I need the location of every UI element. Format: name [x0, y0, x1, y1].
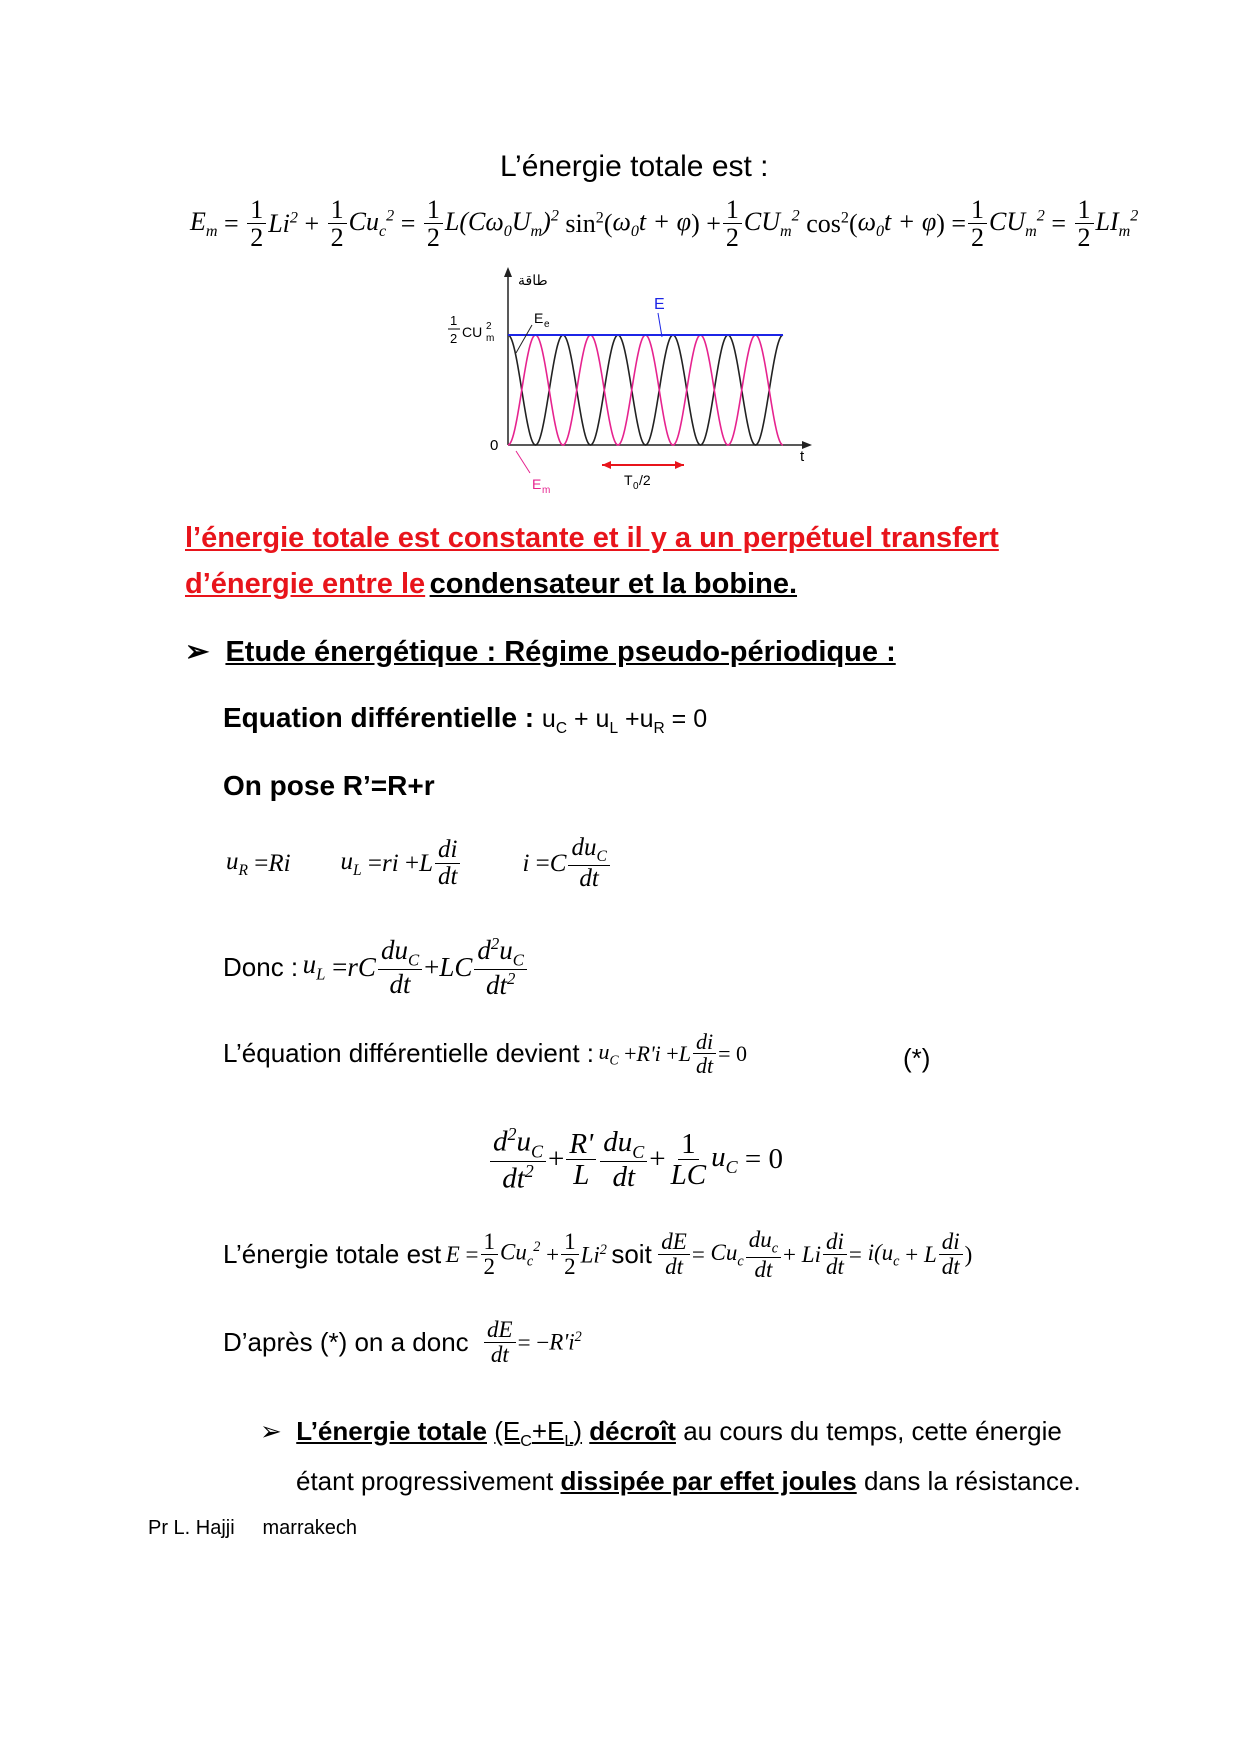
page-title: L’énergie totale est :	[500, 150, 769, 183]
series-label-E: E	[654, 296, 665, 313]
conclusion-line2: d’énergie entre le condensateur et la bobine.	[185, 568, 798, 600]
eq-diff-line: Equation différentielle : $u_C + u_L +u_R = 0$	[223, 702, 708, 737]
dapres-line: D’après (*) on a donc $\frac{dE}{dt}$ = − $R'i^2$	[223, 1317, 582, 1368]
second-order-equation: $\frac{d^2u_C}{dt^2}$ + $\frac{R'}{L}$ $\frac{du_C}{dt}$ + $\frac{1}{LC}$ $u_C$ = 0	[488, 1125, 783, 1194]
series-label-Ee: E	[534, 310, 544, 326]
series-label-Em: E	[532, 476, 542, 492]
y-axis-arrow	[504, 267, 512, 277]
period-label: T	[624, 472, 633, 488]
footer	[148, 1517, 357, 1540]
bullet-paragraph: ➢ L’énergie totale $(E_C+E_L)$ décroît au cours du temps, cette énergie étant progressivement dissipée par effet joules dans la résistance.	[260, 1416, 1081, 1497]
conclusion-line1: l’énergie totale est constante et il y a un perpétuel transfert	[185, 522, 999, 554]
relations-line: $u_R$ = Ri $u_L$ = ri + L $\frac{di}{dt}$ i = C $\frac{du_C}{dt}$	[226, 835, 612, 893]
period-label-sub: 0	[633, 481, 639, 492]
t-label: t	[800, 448, 805, 465]
period-arrow	[602, 461, 684, 469]
series-Em-curve	[508, 335, 783, 445]
zero-label: 0	[490, 437, 499, 454]
y-axis-label: طاقة	[518, 272, 548, 288]
energy-chart	[430, 265, 830, 495]
footer-author: Pr L. Hajji	[148, 1517, 235, 1539]
period-label-tail: /2	[639, 472, 651, 488]
series-label-Em-sub: m	[542, 485, 551, 495]
frac-den: 2	[450, 331, 458, 346]
frac-num: 1	[450, 313, 458, 328]
energy-derivative-line: L’énergie totale est E = $\frac{1}{2}$ $Cu_c^2$ + $\frac{1}{2}$ Li$^2$ soit $\frac{dE}{dt}$ = $Cu_c$ $\frac{du_c}{dt}$ + Li $\frac{di}{dt}$ = $i(u_c$ + L $\frac{di}{dt}$ )	[223, 1227, 973, 1282]
on-pose-line: On pose R’=R+r	[223, 770, 435, 801]
star-label: (*)	[903, 1043, 931, 1073]
donc-line: Donc : $u_L$ = rC $\frac{du_C}{dt}$ + LC $\frac{d^2u_C}{dt^2}$	[223, 935, 529, 999]
section-title: ➢ Etude énergétique : Régime pseudo-périodique :	[185, 636, 896, 668]
bullet-arrow-icon: ➢	[260, 1416, 282, 1446]
bullet-arrow-icon: ➢	[185, 636, 210, 668]
y-level-sub: m	[486, 333, 495, 344]
energy-equation: $E_m$ = $\frac{1}{2}$ Li$^2$ + $\frac{1}{2}$ $Cu_c^2$ = $\frac{1}{2}$ $L(C\omega_0U_m)^2$ $\sin^2$( $\omega_0t + \varphi$ ) + $\frac{1}{2}$ $CU_m^2$ $\cos^2$( $\omega_0t + \varphi$ ) = $\frac{1}{2}$ $CU_m^2$ = $\frac{1}{2}$ $LI_m^2$	[190, 195, 1139, 253]
footer-city: marrakech	[262, 1517, 357, 1539]
series-label-Ee-sub: e	[544, 319, 550, 330]
y-level-label: CU	[462, 324, 483, 340]
eq-devient-line: L’équation différentielle devient : $u_C$ + R'i + L $\frac{di}{dt}$ = 0	[223, 1029, 747, 1079]
y-level-exp: 2	[486, 321, 492, 332]
